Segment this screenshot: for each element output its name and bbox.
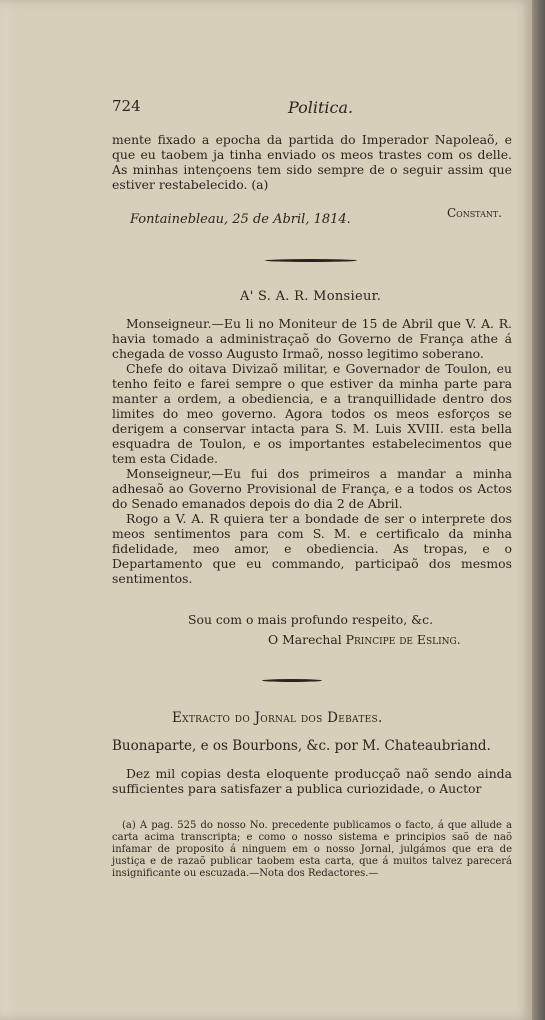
- extract-heading: Extracto do Jornal dos Debates.: [172, 710, 383, 726]
- top-passage: [112, 132, 512, 192]
- extract-paragraph: Dez mil copias desta eloquente producçaõ naõ sendo ainda sufficientes para satisfazer a publica curiozidade, o Auctor: [112, 766, 512, 796]
- signature-constant: Constant.: [446, 206, 502, 220]
- letter-heading: A' S. A. R. Monsieur.: [240, 289, 382, 304]
- letter-signature: [268, 632, 518, 647]
- divider-rule: [265, 259, 357, 262]
- signature-prefix: O Marechal: [268, 632, 342, 647]
- extract-subheading: Buonaparte, e os Bourbons, &c. por M. Chateaubriand.: [112, 738, 491, 754]
- divider-rule: [262, 679, 322, 682]
- dateline: Fontainebleau, 25 de Abril, 1814.: [130, 212, 351, 227]
- signature-name: Principe de Esling.: [345, 632, 461, 647]
- page-number: 724: [112, 97, 141, 115]
- letter-body: [112, 316, 512, 586]
- footnote: [112, 820, 512, 880]
- running-title: Politica.: [288, 98, 354, 117]
- top-passage-text: mente fixado a epocha da partida do Imperador Napoleaõ, e que eu taobem ja tinha enviado os meos trastes com os delle. As minhas intençoens tem sido sempre de o seguir assim que estiver restabelecido. (a): [112, 132, 512, 192]
- letter-paragraph: Chefe do oitava Divizaõ militar, e Governador de Toulon, eu tenho feito e farei sempre o que estiver da minha parte para manter a ordem, a obediencia, e a tranquillidade dentro dos limites do meo governo. Agora todos os meos esforços se derigem a conservar intacta para S. M. Luis XVIII. esta bella esquadra de Toulon, e os importantes estabelecimentos que tem esta Cidade.: [112, 361, 512, 466]
- letter-paragraph: Monseigneur.—Eu li no Moniteur de 15 de Abril que V. A. R. havia tomado a administraçaõ do Governo de França athe á chegada de vosso Augusto Irmaõ, nosso legitimo soberano.: [112, 316, 512, 361]
- letter-paragraph: Monseigneur,—Eu fui dos primeiros a mandar a minha adhesaõ ao Governo Provisional de França, e a todos os Actos do Senado emanados depois do dia 2 de Abril.: [112, 466, 512, 511]
- letter-closing: Sou com o mais profundo respeito, &c.: [188, 612, 434, 627]
- letter-paragraph: Rogo a V. A. R quiera ter a bondade de ser o interprete dos meos sentimentos para com S. M. e certificalo da minha fidelidade, meo amor, e obediencia. As tropas, e o Departamento que eu commando, participaõ dos mesmos sentimentos.: [112, 511, 512, 586]
- extract-body: [112, 766, 512, 796]
- page-edge: [532, 0, 545, 1020]
- footnote-text: (a) A pag. 525 do nosso No. precedente publicamos o facto, á que allude a carta acima transcripta; e como o nosso sistema e principios saõ de naõ infamar de proposito á ninguem em o nosso Jornal, julgámos que era de justiça e de razaõ publicar taobem esta carta, que á muitos talvez parecerá insignificante ou escuzada.—Nota dos Redactores.—: [112, 820, 512, 879]
